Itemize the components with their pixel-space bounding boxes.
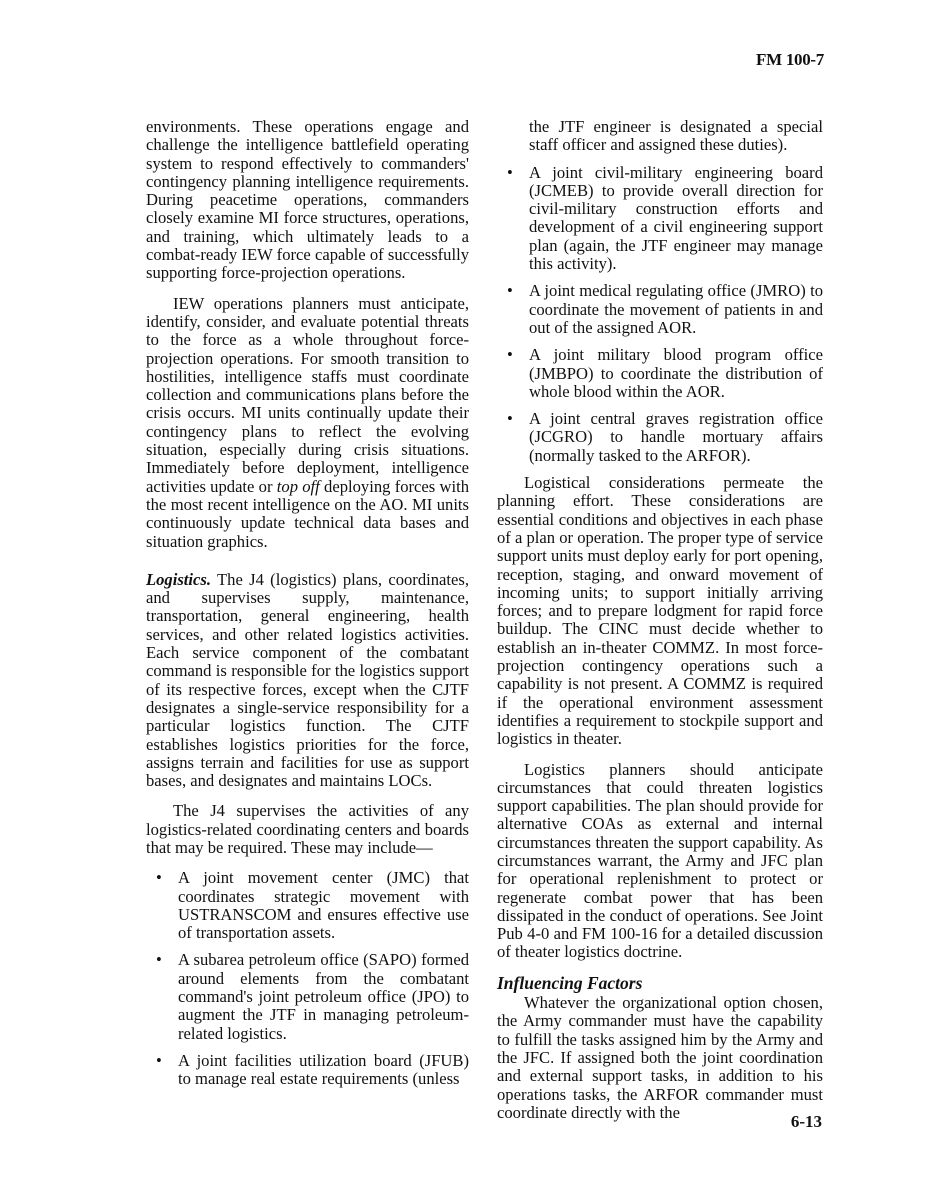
bullet-mark: •: [507, 162, 513, 182]
paragraph-iew-planners: [146, 295, 469, 551]
running-header: FM 100-7: [756, 50, 824, 69]
paragraph-logistical-considerations: Logistical considerations permeate the planning effort. These considerations are essential conditions and objectives in each phase of a plan or operation. The proper type of service support units must deploy early for port opening, reception, staging, and onward movement of incoming units; to support initially arriving forces; and to prepare lodgment for rapid force buildup. The CINC must decide whether to establish an in-theater COMMZ. In most force-projection contingency operations such a capability is not present. A COMMZ is required if the operational environment assessment identifies a requirement to stockpile support and logistics in theater.: [497, 473, 823, 749]
paragraph-whatever-option: Whatever the organizational option chosen, the Army commander must have the capability to fulfill the tasks assigned him by the Army and the JFC. If assigned both the joint coordination and external support tasks, in addition to his operations tasks, the ARFOR commander must coordinate directly with the: [497, 993, 823, 1122]
bullet-mark: •: [507, 345, 513, 365]
paragraph-logistics-planners: Logistics planners should anticipate circumstances that could threaten logistics support capabilities. The plan should provide for alternative COAs as external and internal circumstances threaten the support capability. As circumstances warrant, the Army and JFC plan for operational replenishment to protect or regenerate combat power that has been dissipated in the conduct of operations. See Joint Pub 4-0 and FM 100-16 for a detailed discussion of theater logistics doctrine.: [497, 759, 823, 962]
list-item-text: A joint medical regulating office (JMRO) to coordinate the movement of patients in and out of the assigned AOR.: [529, 281, 823, 337]
run-in-heading-logistics: Logistics.: [146, 569, 211, 589]
list-item-text: A joint central graves registration office (JCGRO) to handle mortuary affairs (normally tasked to the ARFOR).: [529, 409, 823, 465]
bullet-mark: •: [507, 281, 513, 301]
bullet-mark: •: [156, 950, 162, 970]
bullet-mark: •: [156, 1050, 162, 1070]
bullet-mark: •: [156, 868, 162, 888]
paragraph-j4-supervises: The J4 supervises the activities of any logistics-related coordinating centers and boards that may be required. These may include—: [146, 801, 469, 857]
list-item-continued: [507, 118, 823, 155]
left-column: [146, 118, 469, 1098]
list-item-text: A joint military blood program office (JMBPO) to coordinate the distribution of whole blood within the AOR.: [529, 345, 823, 401]
list-item-text: A subarea petroleum office (SAPO) formed around elements from the combatant command's joint petroleum office (JPO) to augment the JTF in managing petroleum-related logistics.: [178, 950, 469, 1043]
paragraph-text: deploying forces with the most recent intelligence on the AO. MI units continuously update technical data bases and situation graphics.: [146, 476, 469, 551]
list-item-text: A joint movement center (JMC) that coordinates strategic movement with USTRANSCOM and ensures effective use of transportation assets.: [178, 868, 469, 943]
bullet-mark: •: [507, 409, 513, 429]
emphasis-top-off: top off: [276, 476, 320, 496]
list-item: [507, 346, 823, 401]
list-item-text: A joint facilities utilization board (JFUB) to manage real estate requirements (unless: [178, 1050, 469, 1089]
page-number: 6-13: [790, 1112, 822, 1131]
paragraph-environments: environments. These operations engage and challenge the intelligence battlefield operating system to respond effectively to commanders' contingency planning intelligence requirements. During peacetime operations, commanders closely examine MI force structures, operations, and training, which ultimately leads to a combat-ready IEW force capable of successfully supporting force-projection operations.: [146, 117, 469, 283]
paragraph-text: IEW operations planners must anticipate, identify, consider, and evaluate potential threats to the force as a whole throughout force-projection operations. For smooth transition to hostilities, intelligence staffs must coordinate collection and communications plans before the crisis occurs. MI units continually update their contingency plans to reflect the evolving situation, especially during crisis situations. Immediately before deployment, intelligence activities update or: [146, 293, 469, 496]
section-heading-influencing-factors: Influencing Factors: [497, 972, 643, 993]
list-item: [507, 282, 823, 337]
list-item: [156, 1052, 469, 1089]
list-item-text: the JTF engineer is designated a special staff officer and assigned these duties).: [529, 117, 823, 155]
list-item: [156, 951, 469, 1042]
list-item: [507, 410, 823, 465]
list-item: [156, 869, 469, 942]
right-column: [497, 118, 823, 1134]
paragraph-logistics: [146, 571, 469, 791]
list-item: [507, 164, 823, 274]
list-item-text: A joint civil-military engineering board (JCMEB) to provide overall direction for civil-military construction efforts and development of a civil engineering support plan (again, the JTF engineer may manage this activity).: [529, 162, 823, 274]
paragraph-text: The J4 (logistics) plans, coordinates, and supervises supply, maintenance, transportation, general engineering, health services, and other related logistics activities. Each service component of the combatant command is responsible for the logistics support of its respective forces, except when the CJTF designates a single-service responsibility for a particular logistics function. The CJTF establishes logistics priorities for the force, assigns terrain and facilities for use as support bases, and designates and maintains LOCs.: [146, 569, 469, 791]
